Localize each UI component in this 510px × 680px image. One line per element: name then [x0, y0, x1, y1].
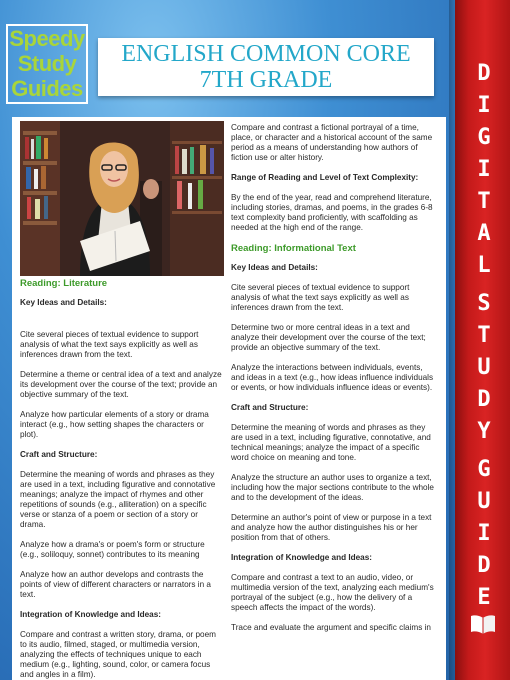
paragraph: Compare and contrast a written story, drama, or poem to its audio, filmed, staged, or multimedia version, analyzing the effects of techniques unique to each medium (e.g., lighting, sound, color, or camera focus and angles in a film).: [20, 630, 216, 679]
reading-woman-photo: [20, 121, 224, 276]
ribbon-letter: L: [477, 253, 491, 278]
logo-line-1: Speedy: [9, 26, 85, 51]
ribbon-letter: D: [477, 61, 491, 86]
paragraph: Compare and contrast a fictional portrayal of a time, place, or character and a historical account of the same period as a means of understanding how authors of fiction use or alter history.: [231, 123, 433, 162]
paragraph: Determine two or more central ideas in a text and analyze their development over the course of the text; provide an objective summary of the text.: [231, 323, 426, 352]
title-line-1: ENGLISH COMMON CORE: [121, 41, 411, 67]
paragraph: Determine the meaning of words and phrases as they are used in a text, including figurative and connotative meanings; analyze the impact of rhymes and other repetitions of sounds (e.g., alliteration) on a specific verse or stanza of a poem or section of a story or drama.: [20, 470, 216, 529]
paragraph: Analyze how an author develops and contrasts the points of view of different characters or narrators in a text.: [20, 570, 211, 599]
heading-range: Range of Reading and Level of Text Complexity:: [231, 173, 419, 182]
title-line-2: 7TH GRADE: [199, 67, 333, 93]
ribbon-letter: D: [477, 387, 491, 412]
paragraph: Analyze how a drama's or poem's form or structure (e.g., soliloquy, sonnet) contributes to its meaning: [20, 540, 205, 559]
ribbon-letter: T: [477, 189, 491, 214]
logo-line-2: Study: [17, 51, 77, 76]
heading-integration: Integration of Knowledge and Ideas:: [231, 553, 373, 562]
section-reading-literature: Reading: Literature: [20, 278, 108, 289]
heading-key-ideas: Key Ideas and Details:: [231, 263, 318, 272]
section-reading-informational: Reading: Informational Text: [231, 243, 356, 254]
heading-key-ideas: Key Ideas and Details:: [20, 298, 107, 307]
right-column: [231, 123, 437, 633]
ribbon-letter: S: [477, 291, 491, 316]
heading-craft-structure: Craft and Structure:: [20, 450, 98, 459]
paragraph: Cite several pieces of textual evidence to support analysis of what the text says explicitly as well as inferences drawn from the text.: [231, 283, 410, 312]
heading-craft-structure: Craft and Structure:: [231, 403, 309, 412]
paragraph: Analyze how particular elements of a story or drama interact (e.g., how setting shapes the characters or plot).: [20, 410, 209, 439]
paragraph: Determine a theme or central idea of a text and analyze its development over the course of the text; provide an objective summary of the text.: [20, 370, 222, 399]
ribbon-letter: D: [477, 553, 491, 578]
ribbon-letter: Y: [477, 419, 491, 444]
ribbon-letter: T: [477, 323, 491, 348]
paragraph: Determine the meaning of words and phrases as they are used in a text, including figurative, connotative, and technical meanings; analyze the impact of a specific word choice on meaning and tone.: [231, 423, 431, 462]
ribbon-letter: U: [477, 489, 491, 514]
paragraph: Cite several pieces of textual evidence to support analysis of what the text says explicitly as well as inferences drawn from the text.: [20, 330, 199, 359]
ribbon-letter: I: [477, 521, 491, 546]
logo-line-3: Guides: [11, 76, 83, 101]
content-panel: [12, 117, 446, 680]
ribbon-letter: G: [477, 125, 491, 150]
photo-illustration: [20, 121, 224, 276]
paragraph: Compare and contrast a text to an audio, video, or multimedia version of the text, analyzing each medium's portrayal of the subject (e.g., how the delivery of a speech affects the impact of the words).: [231, 573, 434, 612]
ribbon-letter: I: [477, 93, 491, 118]
ribbon-letter: I: [477, 157, 491, 182]
paragraph: Analyze the structure an author uses to organize a text, including how the major sections contribute to the whole and to the development of the ideas.: [231, 473, 434, 502]
paragraph: Analyze the interactions between individuals, events, and ideas in a text (e.g., how ideas influence individuals or events, or how individuals influence ideas or events).: [231, 363, 434, 392]
speedy-study-guides-logo: [6, 24, 88, 104]
ribbon-letter: A: [477, 221, 491, 246]
left-column: [20, 279, 224, 680]
heading-integration: Integration of Knowledge and Ideas:: [20, 610, 162, 619]
paragraph: Trace and evaluate the argument and specific claims in: [231, 623, 431, 632]
open-book-icon: [470, 612, 496, 636]
ribbon-letter: E: [477, 585, 491, 610]
ribbon-letter: G: [477, 457, 491, 482]
title-banner: [98, 38, 434, 96]
paragraph: Determine an author's point of view or purpose in a text and analyze how the author distinguishes his or her position from that of others.: [231, 513, 432, 542]
paragraph: By the end of the year, read and comprehend literature, including stories, dramas, and poems, in the grades 6-8 text complexity band proficiently, with scaffolding as needed at the high end of the range.: [231, 193, 433, 232]
ribbon-letter: U: [477, 355, 491, 380]
